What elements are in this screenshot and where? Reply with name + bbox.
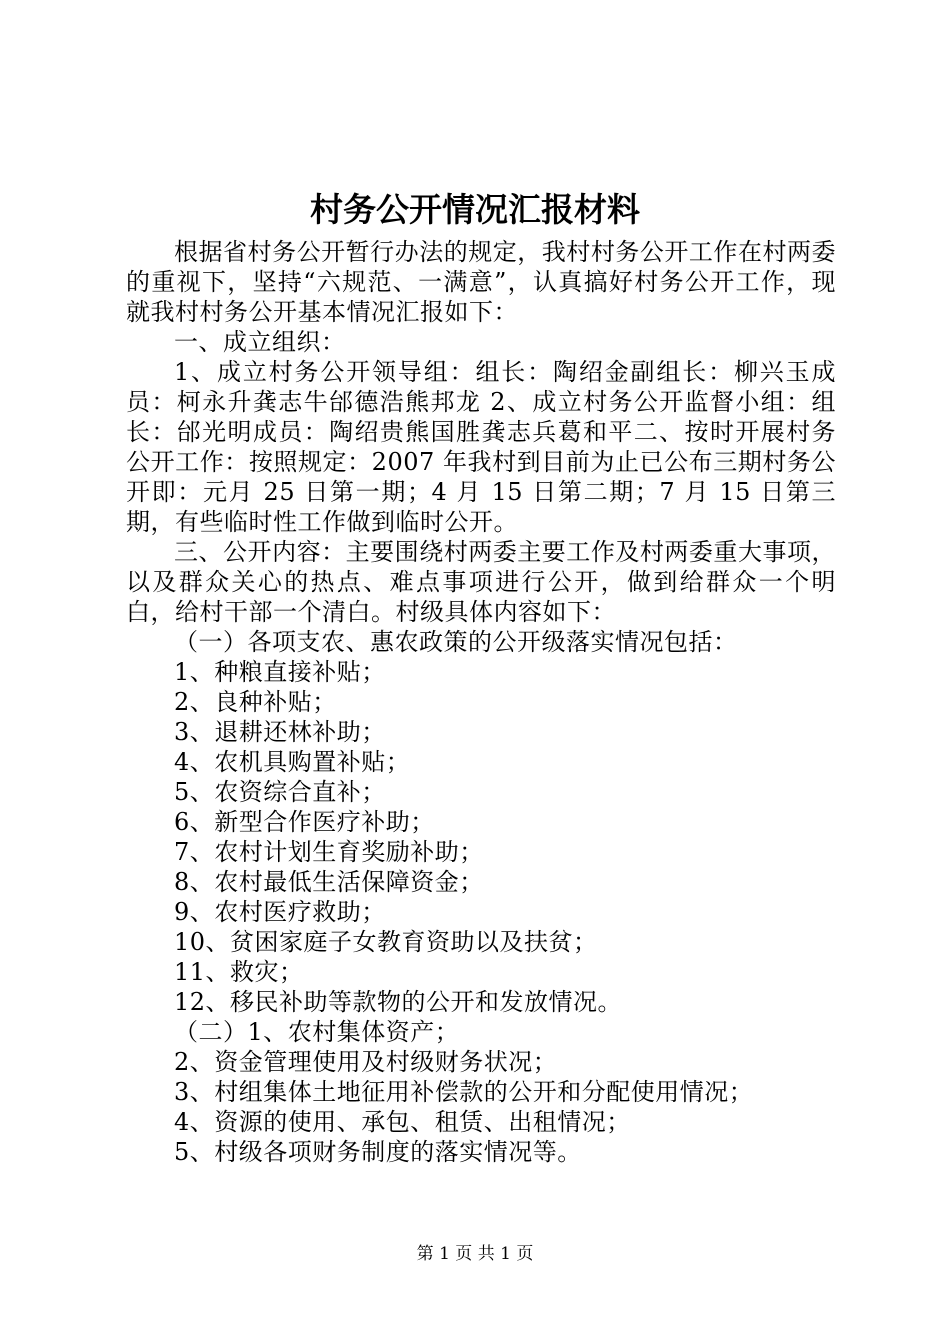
list-item: 5、村级各项财务制度的落实情况等。 [174,1138,582,1166]
list-item: 7、农村计划生育奖励补助； [174,838,484,866]
list-item: 11、救灾； [174,958,304,986]
list-item: 3、村组集体土地征用补偿款的公开和分配使用情况； [174,1078,754,1106]
list-item: 4、资源的使用、承包、租赁、出租情况； [174,1108,631,1136]
list-item: 3、退耕还林补助； [174,718,386,746]
content-paragraph: 三、公开内容：主要围绕村两委主要工作及村两委重大事项，以及群众关心的热点、难点事项进行公开，做到给群众一个明白，给村干部一个清白。村级具体内容如下： [126,538,836,626]
list-item: 2、良种补贴； [174,688,337,716]
list-item: 10、贫困家庭子女教育资助以及扶贫； [174,928,598,956]
list-item: 1、种粮直接补贴； [174,658,386,686]
organization-paragraph: 1、成立村务公开领导组：组长：陶绍金副组长：柳兴玉成员：柯永升龚志牛邰德浩熊邦龙 2、成立村务公开监督小组：组长：邰光明成员：陶绍贵熊国胜龚志兵葛和平二、按时开展村务公开工作：按照规定：2007 年我村到目前为止已公布三期村务公开即：元月 25 日第一期；4 月 15 日第二期；7 月 15 日第三期，有些临时性工作做到临时公开。 [126,358,836,536]
list-item: 6、新型合作医疗补助； [174,808,435,836]
list-item: （二）1、农村集体资产； [174,1018,460,1046]
list-item: 9、农村医疗救助； [174,898,386,926]
list-item: 2、资金管理使用及村级财务状况； [174,1048,558,1076]
page-footer: 第 1 页 共 1 页 [416,1244,534,1264]
list-item: 4、农机具购置补贴； [174,748,411,776]
list-item: 12、移民补助等款物的公开和发放情况。 [174,988,623,1016]
list-item: 8、农村最低生活保障资金； [174,868,484,896]
policy-list-heading: （一）各项支农、惠农政策的公开级落实情况包括： [174,628,738,656]
document-body [126,237,836,1167]
document-title: 村务公开情况汇报材料 [310,190,640,229]
intro-paragraph: 根据省村务公开暂行办法的规定，我村村务公开工作在村两委的重视下，坚持“六规范、一满意”，认真搞好村务公开工作，现就我村村务公开基本情况汇报如下： [126,238,836,326]
section-heading-organization: 一、成立组织： [174,328,346,356]
list-item: 5、农资综合直补； [174,778,386,806]
